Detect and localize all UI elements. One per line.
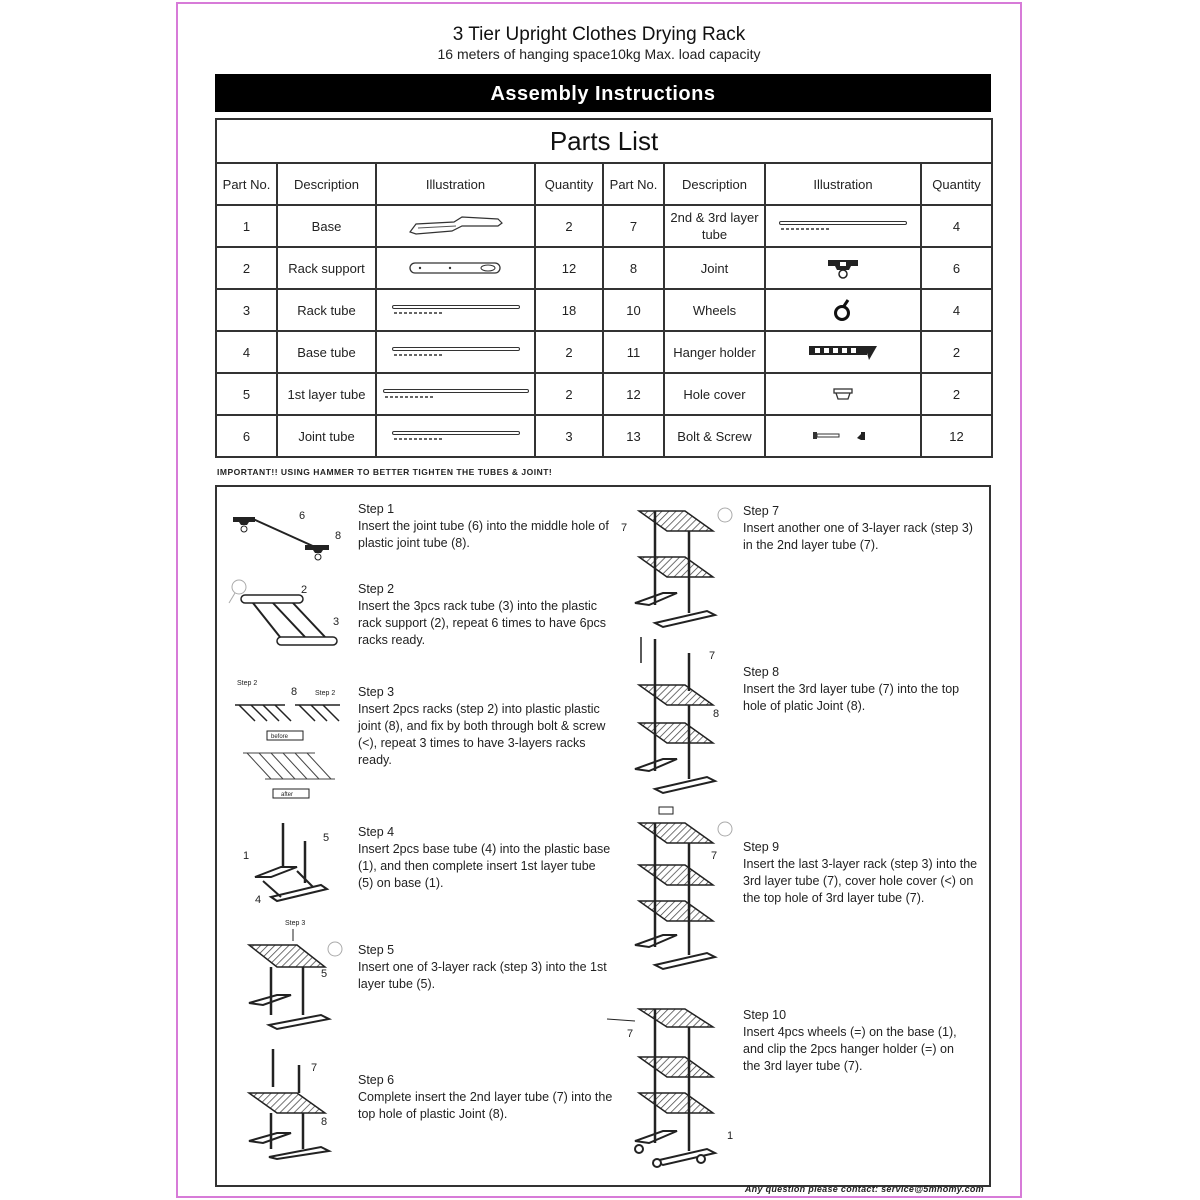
tube-icon <box>392 303 520 317</box>
part-no: 2 <box>216 247 277 289</box>
header-illustration: Illustration <box>765 163 921 205</box>
table-row <box>216 289 992 331</box>
contact-footer: Any question please contact: service@5mhomy.com <box>744 1184 984 1194</box>
step-10 <box>743 1007 973 1075</box>
part-description: Rack tube <box>277 289 376 331</box>
part-no: 1 <box>216 205 277 247</box>
callout-label: after <box>281 792 294 798</box>
part-illustration <box>376 205 535 247</box>
part-description: Joint <box>664 247 765 289</box>
part-no: 6 <box>216 415 277 457</box>
header-part-no: Part No. <box>216 163 277 205</box>
part-quantity: 2 <box>535 205 603 247</box>
callout-label: Step 2 <box>315 690 336 697</box>
header-description: Description <box>664 163 765 205</box>
assembly-steps-panel <box>215 485 991 1187</box>
part-illustration <box>765 205 921 247</box>
tube-icon <box>392 345 520 359</box>
part-illustration <box>376 289 535 331</box>
tube-icon <box>383 387 529 401</box>
step-3 <box>358 684 613 769</box>
step-4-figure <box>241 817 341 909</box>
part-illustration <box>376 247 535 289</box>
tube-icon <box>392 429 520 443</box>
bolt-screw-icon <box>811 428 875 444</box>
part-no: 8 <box>603 247 664 289</box>
hanger-holder-icon <box>807 342 879 362</box>
part-quantity: 18 <box>535 289 603 331</box>
step-1 <box>358 501 613 552</box>
step-title: Step 6 <box>358 1073 395 1087</box>
part-illustration <box>376 331 535 373</box>
part-quantity: 2 <box>921 373 992 415</box>
part-description: Joint tube <box>277 415 376 457</box>
part-quantity: 2 <box>921 331 992 373</box>
callout-label: 7 <box>711 850 718 862</box>
step-2-figure <box>225 575 350 655</box>
callout-label: before <box>271 734 289 740</box>
step-1-figure <box>225 503 345 573</box>
step-4 <box>358 824 613 892</box>
important-note: IMPORTANT!! USING HAMMER TO BETTER TIGHTEN THE TUBES & JOINT! <box>217 467 553 477</box>
callout-label: 7 <box>311 1062 318 1074</box>
callout-label: 5 <box>321 968 328 980</box>
header-quantity: Quantity <box>921 163 992 205</box>
part-no: 13 <box>603 415 664 457</box>
callout-label: 8 <box>713 708 720 720</box>
tube-icon <box>779 219 907 233</box>
part-illustration <box>376 415 535 457</box>
part-description: Bolt & Screw <box>664 415 765 457</box>
step-text: Insert 2pcs racks (step 2) into plastic plastic joint (8), and fix by both through bolt & screw (<), repeat 3 times to have 3-layers racks ready. <box>358 702 606 767</box>
step-3-figure <box>225 667 355 812</box>
step-title: Step 5 <box>358 943 395 957</box>
document-subtitle: 16 meters of hanging space10kg Max. load capacity <box>437 46 761 62</box>
callout-label: 1 <box>727 1130 734 1142</box>
step-5-figure <box>241 915 351 1039</box>
part-quantity: 4 <box>921 205 992 247</box>
callout-label: 3 <box>333 616 340 628</box>
part-illustration <box>765 289 921 331</box>
callout-label: 7 <box>709 650 716 662</box>
parts-list-table <box>215 118 993 458</box>
part-quantity: 4 <box>921 289 992 331</box>
callout-label: 7 <box>621 522 628 534</box>
step-text: Insert the last 3-layer rack (step 3) into the 3rd layer tube (7), cover hole cover (<) on the top hole of 3rd layer tube (7). <box>743 857 978 905</box>
part-illustration <box>376 373 535 415</box>
step-text: Complete insert the 2nd layer tube (7) into the top hole of plastic Joint (8). <box>358 1090 613 1121</box>
part-description: 2nd & 3rd layer tube <box>664 205 765 247</box>
part-illustration <box>765 247 921 289</box>
header-part-no: Part No. <box>603 163 664 205</box>
step-5 <box>358 942 613 993</box>
table-row <box>216 415 992 457</box>
table-row <box>216 373 992 415</box>
step-title: Step 10 <box>743 1008 787 1022</box>
part-quantity: 12 <box>921 415 992 457</box>
base-icon <box>406 214 506 238</box>
joint-icon <box>825 256 861 280</box>
step-title: Step 3 <box>358 685 395 699</box>
step-title: Step 1 <box>358 502 395 516</box>
step-text: Insert another one of 3-layer rack (step 3) in the 2nd layer tube (7). <box>743 521 973 552</box>
step-text: Insert 4pcs wheels (=) on the base (1), and clip the 2pcs hanger holder (=) on the 3rd layer tube (7). <box>743 1025 957 1073</box>
step-text: Insert the 3pcs rack tube (3) into the plastic rack support (2), repeat 6 times to have 6pcs racks ready. <box>358 599 607 647</box>
step-title: Step 4 <box>358 825 395 839</box>
table-row <box>216 205 992 247</box>
part-illustration <box>765 415 921 457</box>
part-description: 1st layer tube <box>277 373 376 415</box>
instruction-sheet <box>176 2 1022 1198</box>
part-no: 4 <box>216 331 277 373</box>
callout-label: 8 <box>321 1116 328 1128</box>
step-text: Insert one of 3-layer rack (step 3) into the 1st layer tube (5). <box>358 960 607 991</box>
step-2 <box>358 581 613 649</box>
step-6-figure <box>241 1045 351 1163</box>
step-text: Insert the joint tube (6) into the middle hole of plastic joint tube (8). <box>358 519 609 550</box>
step-7 <box>743 503 973 554</box>
header-quantity: Quantity <box>535 163 603 205</box>
callout-label: 7 <box>627 1028 634 1040</box>
callout-label: Step 2 <box>237 680 258 687</box>
step-8-figure <box>615 633 740 797</box>
callout-label: 2 <box>301 584 308 596</box>
callout-label: 1 <box>243 850 250 862</box>
callout-label: 4 <box>255 894 262 906</box>
part-illustration <box>765 373 921 415</box>
part-illustration <box>765 331 921 373</box>
part-no: 5 <box>216 373 277 415</box>
part-quantity: 12 <box>535 247 603 289</box>
step-9-figure <box>615 805 740 975</box>
part-description: Rack support <box>277 247 376 289</box>
step-title: Step 8 <box>743 665 780 679</box>
assembly-instructions-banner: Assembly Instructions <box>215 74 991 112</box>
step-10-figure <box>605 1001 740 1171</box>
part-quantity: 2 <box>535 331 603 373</box>
step-title: Step 9 <box>743 840 780 854</box>
part-no: 11 <box>603 331 664 373</box>
step-9 <box>743 839 983 907</box>
hole-cover-icon <box>832 387 854 401</box>
part-no: 7 <box>603 205 664 247</box>
step-text: Insert the 3rd layer tube (7) into the top hole of platic Joint (8). <box>743 682 960 713</box>
wheel-icon <box>832 298 854 322</box>
callout-label: 8 <box>335 530 342 542</box>
part-description: Base <box>277 205 376 247</box>
table-row <box>216 331 992 373</box>
parts-list-caption: Parts List <box>216 119 992 163</box>
part-quantity: 2 <box>535 373 603 415</box>
part-quantity: 6 <box>921 247 992 289</box>
part-description: Hanger holder <box>664 331 765 373</box>
callout-label: 5 <box>323 832 330 844</box>
part-description: Base tube <box>277 331 376 373</box>
step-title: Step 2 <box>358 582 395 596</box>
document-title: 3 Tier Upright Clothes Drying Rack <box>452 24 746 45</box>
part-no: 12 <box>603 373 664 415</box>
header-description: Description <box>277 163 376 205</box>
part-no: 10 <box>603 289 664 331</box>
callout-label: Step 3 <box>285 920 306 927</box>
table-row <box>216 247 992 289</box>
step-6 <box>358 1072 613 1123</box>
callout-label: 6 <box>299 510 306 522</box>
callout-label: 8 <box>291 686 298 698</box>
header-illustration: Illustration <box>376 163 535 205</box>
part-description: Wheels <box>664 289 765 331</box>
step-7-figure <box>615 501 740 629</box>
rack-support-icon <box>408 260 504 276</box>
step-text: Insert 2pcs base tube (4) into the plastic base (1), and then complete insert 1st layer tube (5) on base (1). <box>358 842 611 890</box>
part-no: 3 <box>216 289 277 331</box>
part-quantity: 3 <box>535 415 603 457</box>
part-description: Hole cover <box>664 373 765 415</box>
step-title: Step 7 <box>743 504 780 518</box>
step-8 <box>743 664 978 715</box>
